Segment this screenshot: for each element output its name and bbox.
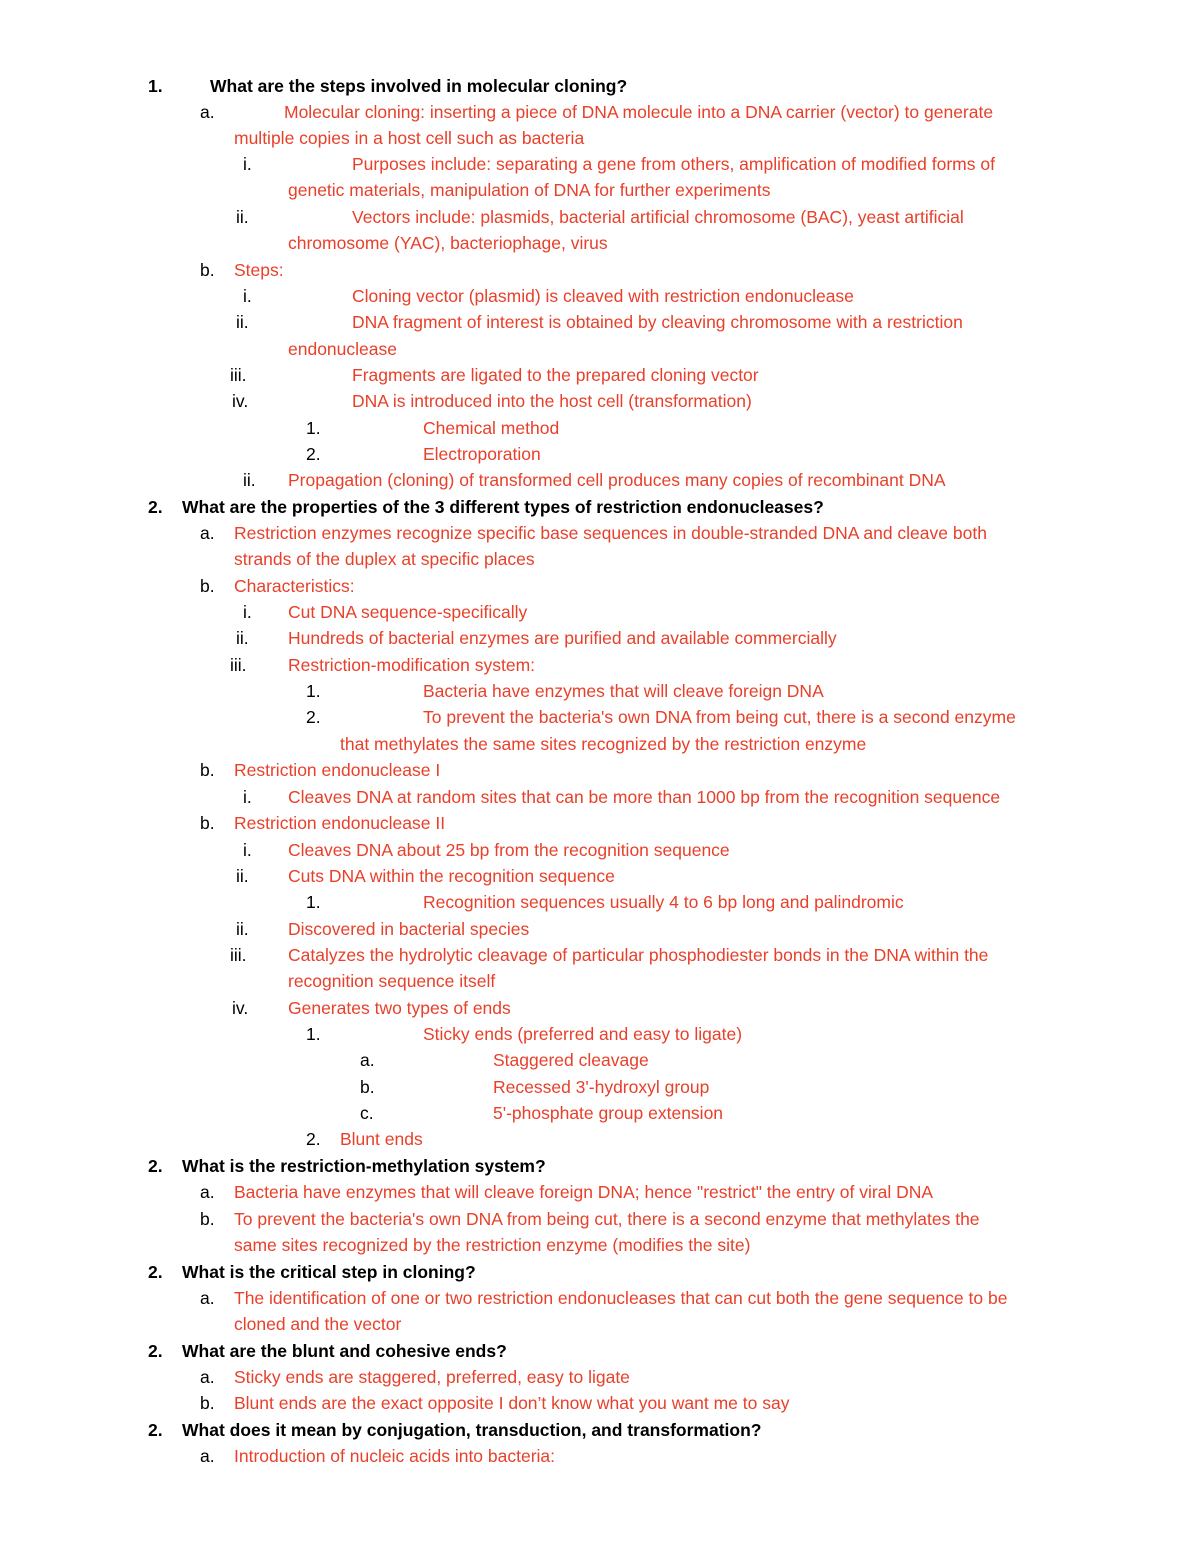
list-marker: 1. [306,892,321,912]
answer-text: chromosome (YAC), bacteriophage, virus [288,233,608,253]
answer-line [0,678,1200,704]
question-text: What are the blunt and cohesive ends? [182,1341,507,1361]
answer-text: Blunt ends [340,1129,423,1149]
answer-text: Introduction of nucleic acids into bacteria: [234,1446,556,1466]
answer-text: DNA fragment of interest is obtained by cleaving chromosome with a restriction [352,312,963,332]
list-marker: a. [200,1367,215,1387]
answer-line [0,652,1200,678]
answer-text: Bacteria have enzymes that will cleave foreign DNA; hence "restrict" the entry of viral DNA [234,1182,934,1202]
answer-text: To prevent the bacteria's own DNA from being cut, there is a second enzyme that methylates the [234,1209,980,1229]
answer-line [0,995,1200,1021]
answer-line [0,546,1200,572]
list-marker: i. [243,286,252,306]
list-marker: ii. [236,919,249,939]
answer-line [0,599,1200,625]
list-marker: 2. [148,1420,163,1440]
answer-line [0,916,1200,942]
answer-text: Recognition sequences usually 4 to 6 bp long and palindromic [423,892,904,912]
list-marker: 2. [306,444,321,464]
list-marker: a. [200,1288,215,1308]
answer-line [0,177,1200,203]
answer-text: Restriction endonuclease II [234,813,446,833]
answer-line [0,415,1200,441]
answer-line [0,1126,1200,1152]
answer-line [0,1021,1200,1047]
answer-text: endonuclease [288,339,397,359]
list-marker: i. [243,602,252,622]
answer-line [0,125,1200,151]
answer-line [0,441,1200,467]
list-marker: i. [243,787,252,807]
answer-line [0,151,1200,177]
answer-line [0,99,1200,125]
list-marker: a. [200,523,215,543]
list-marker: ii. [236,866,249,886]
answer-text: multiple copies in a host cell such as bacteria [234,128,585,148]
answer-text: Molecular cloning: inserting a piece of DNA molecule into a DNA carrier (vector) to generate [284,102,994,122]
answer-line [0,731,1200,757]
question-text: What is the critical step in cloning? [182,1262,476,1282]
list-marker: 1. [148,76,163,96]
answer-line [0,704,1200,730]
question-line [0,73,1200,99]
answer-line [0,467,1200,493]
question-line [0,1259,1200,1285]
answer-text: Purposes include: separating a gene from others, amplification of modified forms of [352,154,995,174]
answer-text: genetic materials, manipulation of DNA for further experiments [288,180,771,200]
list-marker: 2. [306,1129,321,1149]
answer-line [0,336,1200,362]
answer-text: Sticky ends (preferred and easy to ligate) [423,1024,743,1044]
answer-text: Cuts DNA within the recognition sequence [288,866,615,886]
answer-line [0,1047,1200,1073]
answer-line [0,1364,1200,1390]
question-text: What does it mean by conjugation, transduction, and transformation? [182,1420,762,1440]
answer-line [0,520,1200,546]
answer-text: Recessed 3'-hydroxyl group [493,1077,710,1097]
list-marker: a. [360,1050,375,1070]
answer-line [0,388,1200,414]
answer-line [0,309,1200,335]
question-text: What are the steps involved in molecular cloning? [210,76,628,96]
question-line [0,1417,1200,1443]
answer-text: Cleaves DNA about 25 bp from the recognition sequence [288,840,730,860]
list-marker: a. [200,1182,215,1202]
answer-line [0,1206,1200,1232]
answer-text: Vectors include: plasmids, bacterial artificial chromosome (BAC), yeast artificial [352,207,964,227]
answer-text: Restriction enzymes recognize specific base sequences in double-stranded DNA and cleave both [234,523,987,543]
answer-line [0,362,1200,388]
answer-line [0,837,1200,863]
answer-text: Sticky ends are staggered, preferred, easy to ligate [234,1367,630,1387]
question-line [0,1338,1200,1364]
list-marker: b. [200,1393,215,1413]
list-marker: a. [200,1446,215,1466]
answer-text: Restriction-modification system: [288,655,536,675]
answer-text: Blunt ends are the exact opposite I don’t know what you want me to say [234,1393,790,1413]
answer-text: Propagation (cloning) of transformed cell produces many copies of recombinant DNA [288,470,946,490]
list-marker: 2. [148,497,163,517]
answer-line [0,1179,1200,1205]
list-marker: 1. [306,681,321,701]
list-marker: c. [360,1103,374,1123]
answer-line [0,283,1200,309]
list-marker: ii. [236,312,249,332]
list-marker: b. [200,813,215,833]
answer-line [0,810,1200,836]
answer-line [0,1285,1200,1311]
answer-line [0,784,1200,810]
list-marker: 1. [306,418,321,438]
question-text: What are the properties of the 3 different types of restriction endonucleases? [182,497,824,517]
answer-text: Fragments are ligated to the prepared cloning vector [352,365,759,385]
list-marker: a. [200,102,215,122]
list-marker: iii. [230,365,247,385]
answer-text: Restriction endonuclease I [234,760,441,780]
answer-text: Generates two types of ends [288,998,511,1018]
answer-line [0,1074,1200,1100]
list-marker: iii. [230,945,247,965]
answer-text: Cloning vector (plasmid) is cleaved with restriction endonuclease [352,286,854,306]
answer-text: Chemical method [423,418,560,438]
list-marker: b. [200,1209,215,1229]
list-marker: b. [200,576,215,596]
list-marker: iii. [230,655,247,675]
answer-line [0,1311,1200,1337]
list-marker: 2. [148,1156,163,1176]
answer-line [0,204,1200,230]
answer-text: Catalyzes the hydrolytic cleavage of particular phosphodiester bonds in the DNA within the [288,945,989,965]
list-marker: iv. [232,998,249,1018]
list-marker: iv. [232,391,249,411]
list-marker: i. [243,154,252,174]
answer-line [0,573,1200,599]
list-marker: ii. [243,470,256,490]
list-marker: ii. [236,207,249,227]
answer-line [0,625,1200,651]
answer-line [0,1390,1200,1416]
answer-line [0,942,1200,968]
list-marker: ii. [236,628,249,648]
answer-text: strands of the duplex at specific places [234,549,535,569]
list-marker: 2. [148,1262,163,1282]
answer-line [0,230,1200,256]
answer-text: Staggered cleavage [493,1050,649,1070]
answer-text: recognition sequence itself [288,971,496,991]
answer-text: Hundreds of bacterial enzymes are purified and available commercially [288,628,837,648]
list-marker: b. [200,260,215,280]
question-line [0,1153,1200,1179]
list-marker: 2. [148,1341,163,1361]
list-marker: b. [200,760,215,780]
answer-line [0,1100,1200,1126]
list-marker: b. [360,1077,375,1097]
answer-text: Cut DNA sequence-specifically [288,602,528,622]
answer-text: Characteristics: [234,576,355,596]
answer-text: Steps: [234,260,284,280]
answer-text: Cleaves DNA at random sites that can be more than 1000 bp from the recognition sequence [288,787,1001,807]
answer-text: cloned and the vector [234,1314,402,1334]
answer-line [0,1232,1200,1258]
list-marker: 2. [306,707,321,727]
answer-line [0,1443,1200,1469]
answer-line [0,757,1200,783]
answer-text: that methylates the same sites recognized by the restriction enzyme [340,734,867,754]
answer-line [0,889,1200,915]
answer-text: To prevent the bacteria's own DNA from being cut, there is a second enzyme [423,707,1016,727]
answer-text: Bacteria have enzymes that will cleave foreign DNA [423,681,824,701]
question-text: What is the restriction-methylation system? [182,1156,546,1176]
answer-text: same sites recognized by the restriction enzyme (modifies the site) [234,1235,751,1255]
answer-text: Discovered in bacterial species [288,919,530,939]
list-marker: 1. [306,1024,321,1044]
answer-text: The identification of one or two restriction endonucleases that can cut both the gene sequence to be [234,1288,1008,1308]
answer-line [0,968,1200,994]
answer-text: Electroporation [423,444,541,464]
answer-line [0,863,1200,889]
answer-text: 5'-phosphate group extension [493,1103,724,1123]
answer-text: DNA is introduced into the host cell (transformation) [352,391,752,411]
list-marker: i. [243,840,252,860]
question-line [0,494,1200,520]
answer-line [0,257,1200,283]
